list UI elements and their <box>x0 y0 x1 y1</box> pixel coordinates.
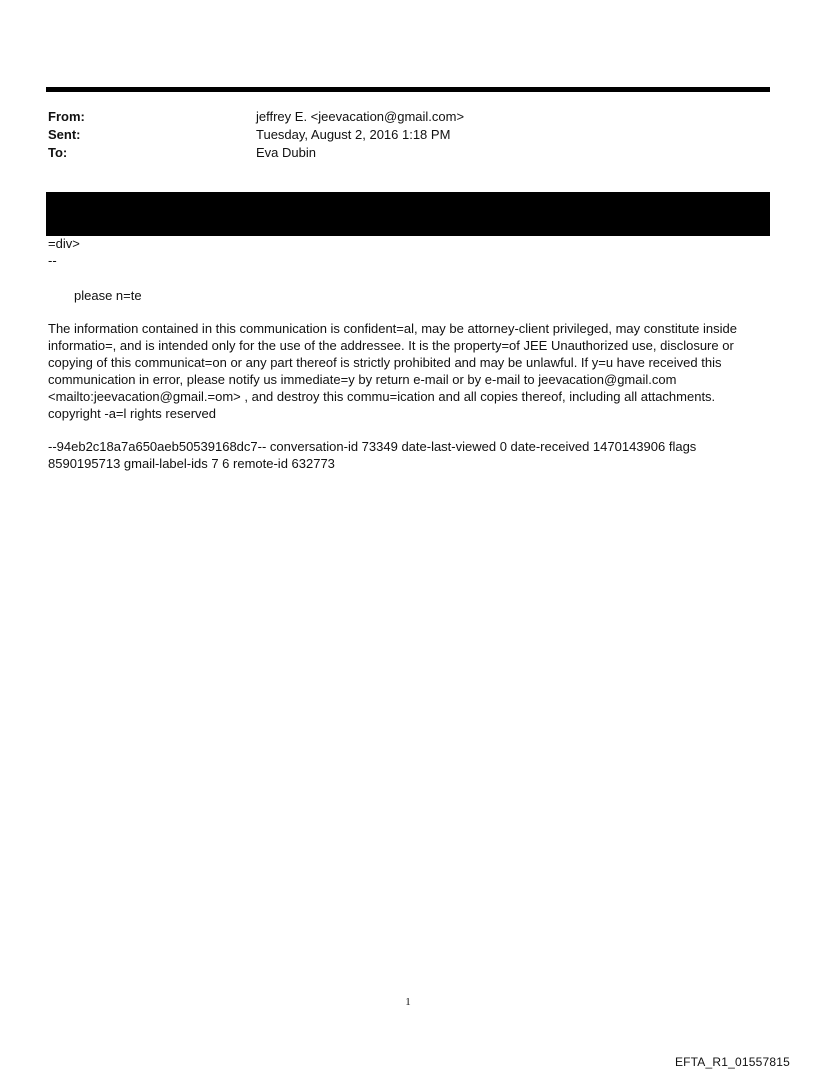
sent-value: Tuesday, August 2, 2016 1:18 PM <box>256 127 451 142</box>
to-label: To: <box>48 145 68 160</box>
redaction-bar <box>46 192 770 236</box>
disclaimer-paragraph: The information contained in this communication is confident=al, may be attorney-client privileged, may constitute inside informatio=, and is intended only for the use of the addressee. It is the property=of JEE Unauthorized use, disclosure or copying of this communicat=on or any part thereof is strictly prohibited and may be unlawful. If y=u have received this communication in error, please notify us immediate=y by return e-mail or by e-mail to jeevacation@gmail.com <mailto:jeevacation@gmail.=om> , and destroy this commu=ication and all copies thereof, including all attachments. copyright -a=l rights reserved <box>48 321 737 421</box>
to-row <box>48 144 768 162</box>
please-note-line: please n=te <box>74 288 142 303</box>
from-row <box>48 108 768 126</box>
email-header <box>48 108 768 162</box>
email-body <box>48 235 768 472</box>
div-fragment-line: =div> <box>48 236 80 251</box>
from-label: From: <box>48 109 85 124</box>
sent-row <box>48 126 768 144</box>
from-value: jeffrey E. <jeevacation@gmail.com> <box>256 109 465 124</box>
metadata-paragraph: --94eb2c18a7a650aeb50539168dc7-- conversation-id 73349 date-last-viewed 0 date-received 1470143906 flags 8590195713 gmail-label-ids 7 6 remote-id 632773 <box>48 439 697 471</box>
dashes-line: -- <box>48 253 57 268</box>
header-divider <box>46 87 770 92</box>
document-id: EFTA_R1_01557815 <box>674 1055 790 1069</box>
to-value: Eva Dubin <box>256 145 316 160</box>
page-number: 1 <box>405 996 411 1008</box>
sent-label: Sent: <box>48 127 81 142</box>
